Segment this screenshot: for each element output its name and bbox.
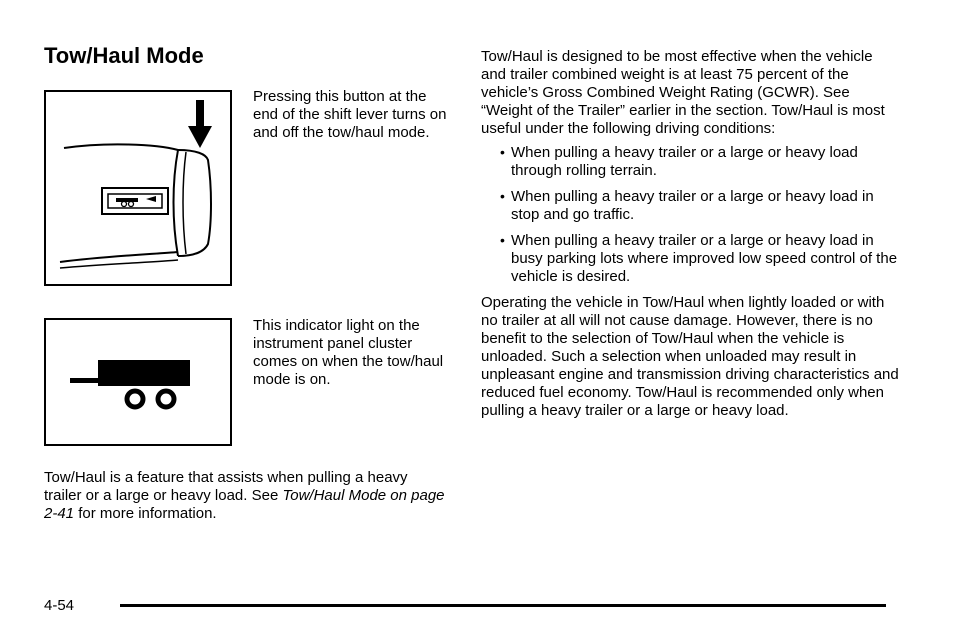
list-item <box>481 232 901 286</box>
footer-divider <box>120 604 886 607</box>
trailer-icon <box>46 320 230 444</box>
cross-reference-link[interactable]: Tow/Haul Mode on page 2-41 <box>44 487 445 522</box>
shift-lever-caption: Pressing this button at the end of the shift lever turns on and off the tow/haul mode. <box>253 88 447 141</box>
description-text: Tow/Haul is a feature that assists when pulling a heavy trailer or a large or heavy load. See <box>44 469 408 504</box>
page-number: 4-54 <box>44 597 75 614</box>
intro-paragraph: Tow/Haul is designed to be most effective when the vehicle and trailer combined weight is at least 75 percent of the vehicle’s Gross Combined Weight Rating (GCWR). See “Weight of the Trailer” earlier in the section. Tow/Haul is most useful under the following driving conditions: <box>481 48 885 137</box>
list-item-text: • When pulling a heavy trailer or a large or heavy load through rolling terrain. <box>511 144 858 179</box>
closing-paragraph: Operating the vehicle in Tow/Haul when lightly loaded or with no trailer at all will not cause damage. However, there is no benefit to the selection of Tow/Haul when the vehicle is unloaded. Such a selection when unloaded may result in unpleasant engine and transmission driving characteristics and reduced fuel economy. Tow/Haul is recommended only when pulling a heavy trailer or a large or heavy load. <box>481 294 899 419</box>
list-item-text: • When pulling a heavy trailer or a large or heavy load in stop and go traffic. <box>511 188 874 223</box>
shift-lever-drawing <box>46 92 230 284</box>
right-column <box>481 48 901 420</box>
description-text-end: for more information. <box>74 505 217 522</box>
list-item <box>481 144 901 180</box>
section-title: Tow/Haul Mode <box>44 43 204 68</box>
tow-haul-description <box>44 469 449 523</box>
shift-lever-illustration <box>44 90 232 286</box>
indicator-caption: This indicator light on the instrument panel cluster comes on when the tow/haul mode is on. <box>253 317 444 388</box>
tow-haul-indicator-illustration <box>44 318 232 446</box>
list-item-text: • When pulling a heavy trailer or a large or heavy load in busy parking lots where improved low speed control of the vehicle is desired. <box>511 232 898 285</box>
driving-conditions-list <box>481 144 901 286</box>
list-item <box>481 188 901 224</box>
